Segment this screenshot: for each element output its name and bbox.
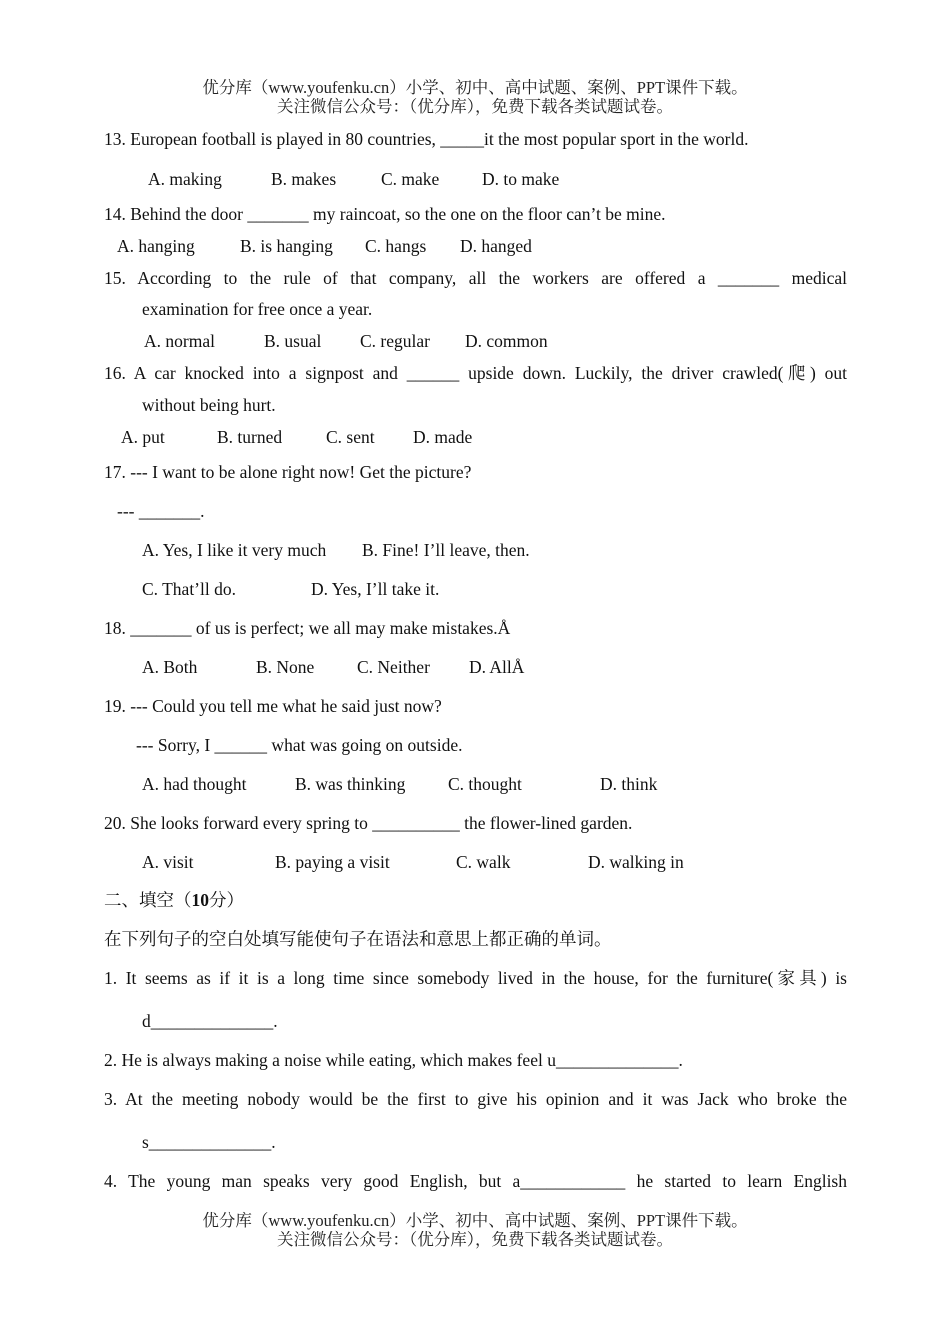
- question-15-stem-line-1: 15. According to the rule of that company, all the workers are offered a _______ medical: [104, 268, 847, 288]
- q13-option-a: A. making: [148, 169, 222, 189]
- q20-option-b: B. paying a visit: [275, 852, 390, 872]
- q15-option-b: B. usual: [264, 331, 322, 351]
- section-2-title-prefix: 二、填空（: [104, 890, 192, 910]
- q13-option-d: D. to make: [482, 169, 560, 189]
- q20-option-a: A. visit: [142, 852, 194, 872]
- header-line-2: 关注微信公众号：（优分库），免费下载各类试题试卷。: [277, 97, 673, 116]
- q14-option-b: B. is hanging: [240, 236, 333, 256]
- q15-option-c: C. regular: [360, 331, 430, 351]
- q16-option-d: D. made: [413, 427, 473, 447]
- fill-item-3-line-1: 3. At the meeting nobody would be the first to give his opinion and it was Jack who broke the: [104, 1089, 847, 1109]
- question-18-stem: 18. _______ of us is perfect; we all may make mistakes.Å: [104, 618, 511, 638]
- q14-option-a: A. hanging: [117, 236, 195, 256]
- q17-option-a: A. Yes, I like it very much: [142, 540, 327, 560]
- q16-option-c: C. sent: [326, 427, 375, 447]
- section-2-title-suffix: 分）: [209, 890, 244, 910]
- q17-option-d: D. Yes, I’ll take it.: [311, 579, 440, 599]
- q18-option-d: D. AllÅ: [469, 657, 525, 677]
- page-footer: [0, 1211, 950, 1249]
- section-2-instruction: 在下列句子的空白处填写能使句子在语法和意思上都正确的单词。: [104, 929, 612, 949]
- q19-option-a: A. had thought: [142, 774, 247, 794]
- q19-option-d: D. think: [600, 774, 658, 794]
- q15-option-a: A. normal: [144, 331, 215, 351]
- question-19-stem: 19. --- Could you tell me what he said just now?: [104, 696, 442, 716]
- q15-option-d: D. common: [465, 331, 548, 351]
- fill-item-1-line-1: 1. It seems as if it is a long time since somebody lived in the house, for the furniture(家具) is: [104, 968, 847, 988]
- question-14-stem: 14. Behind the door _______ my raincoat, so the one on the floor can’t be mine.: [104, 204, 666, 224]
- q18-option-c: C. Neither: [357, 657, 430, 677]
- question-16-stem-line-2: without being hurt.: [142, 395, 276, 415]
- question-13-stem: 13. European football is played in 80 countries, _____it the most popular sport in the world.: [104, 129, 749, 149]
- q19-option-b: B. was thinking: [295, 774, 406, 794]
- q16-option-b: B. turned: [217, 427, 283, 447]
- q14-option-d: D. hanged: [460, 236, 532, 256]
- fill-item-4-line-1: 4. The young man speaks very good English, but a____________ he started to learn English: [104, 1171, 847, 1191]
- q16-option-a: A. put: [121, 427, 165, 447]
- question-20-stem: 20. She looks forward every spring to __________ the flower-lined garden.: [104, 813, 633, 833]
- q17-option-c: C. That’ll do.: [142, 579, 236, 599]
- page-header: [0, 78, 950, 116]
- fill-item-2-line-1: 2. He is always making a noise while eating, which makes feel u______________.: [104, 1050, 683, 1070]
- question-15-stem-line-2: examination for free once a year.: [142, 299, 373, 319]
- q13-option-b: B. makes: [271, 169, 337, 189]
- q19-option-c: C. thought: [448, 774, 522, 794]
- q20-option-c: C. walk: [456, 852, 511, 872]
- header-line-1: 优分库（www.youfenku.cn）小学、初中、高中试题、案例、PPT课件下载。: [202, 78, 748, 97]
- fill-item-1-line-2: d______________.: [142, 1011, 278, 1031]
- section-2-title: [104, 889, 847, 911]
- q18-option-a: A. Both: [142, 657, 198, 677]
- section-2-score: 10: [191, 890, 209, 910]
- question-17-answer-line: --- _______.: [117, 501, 205, 521]
- q20-option-d: D. walking in: [588, 852, 684, 872]
- question-19-answer-line: --- Sorry, I ______ what was going on outside.: [136, 735, 463, 755]
- q18-option-b: B. None: [256, 657, 315, 677]
- q17-option-b: B. Fine! I’ll leave, then.: [362, 540, 530, 560]
- q13-option-c: C. make: [381, 169, 440, 189]
- footer-line-1: 优分库（www.youfenku.cn）小学、初中、高中试题、案例、PPT课件下载。: [202, 1211, 748, 1230]
- question-17-stem: 17. --- I want to be alone right now! Get the picture?: [104, 462, 472, 482]
- fill-item-3-line-2: s______________.: [142, 1132, 276, 1152]
- footer-line-2: 关注微信公众号：（优分库），免费下载各类试题试卷。: [277, 1230, 673, 1249]
- question-16-stem-line-1: 16. A car knocked into a signpost and ______ upside down. Luckily, the driver crawled(爬) out: [104, 363, 847, 383]
- q14-option-c: C. hangs: [365, 236, 427, 256]
